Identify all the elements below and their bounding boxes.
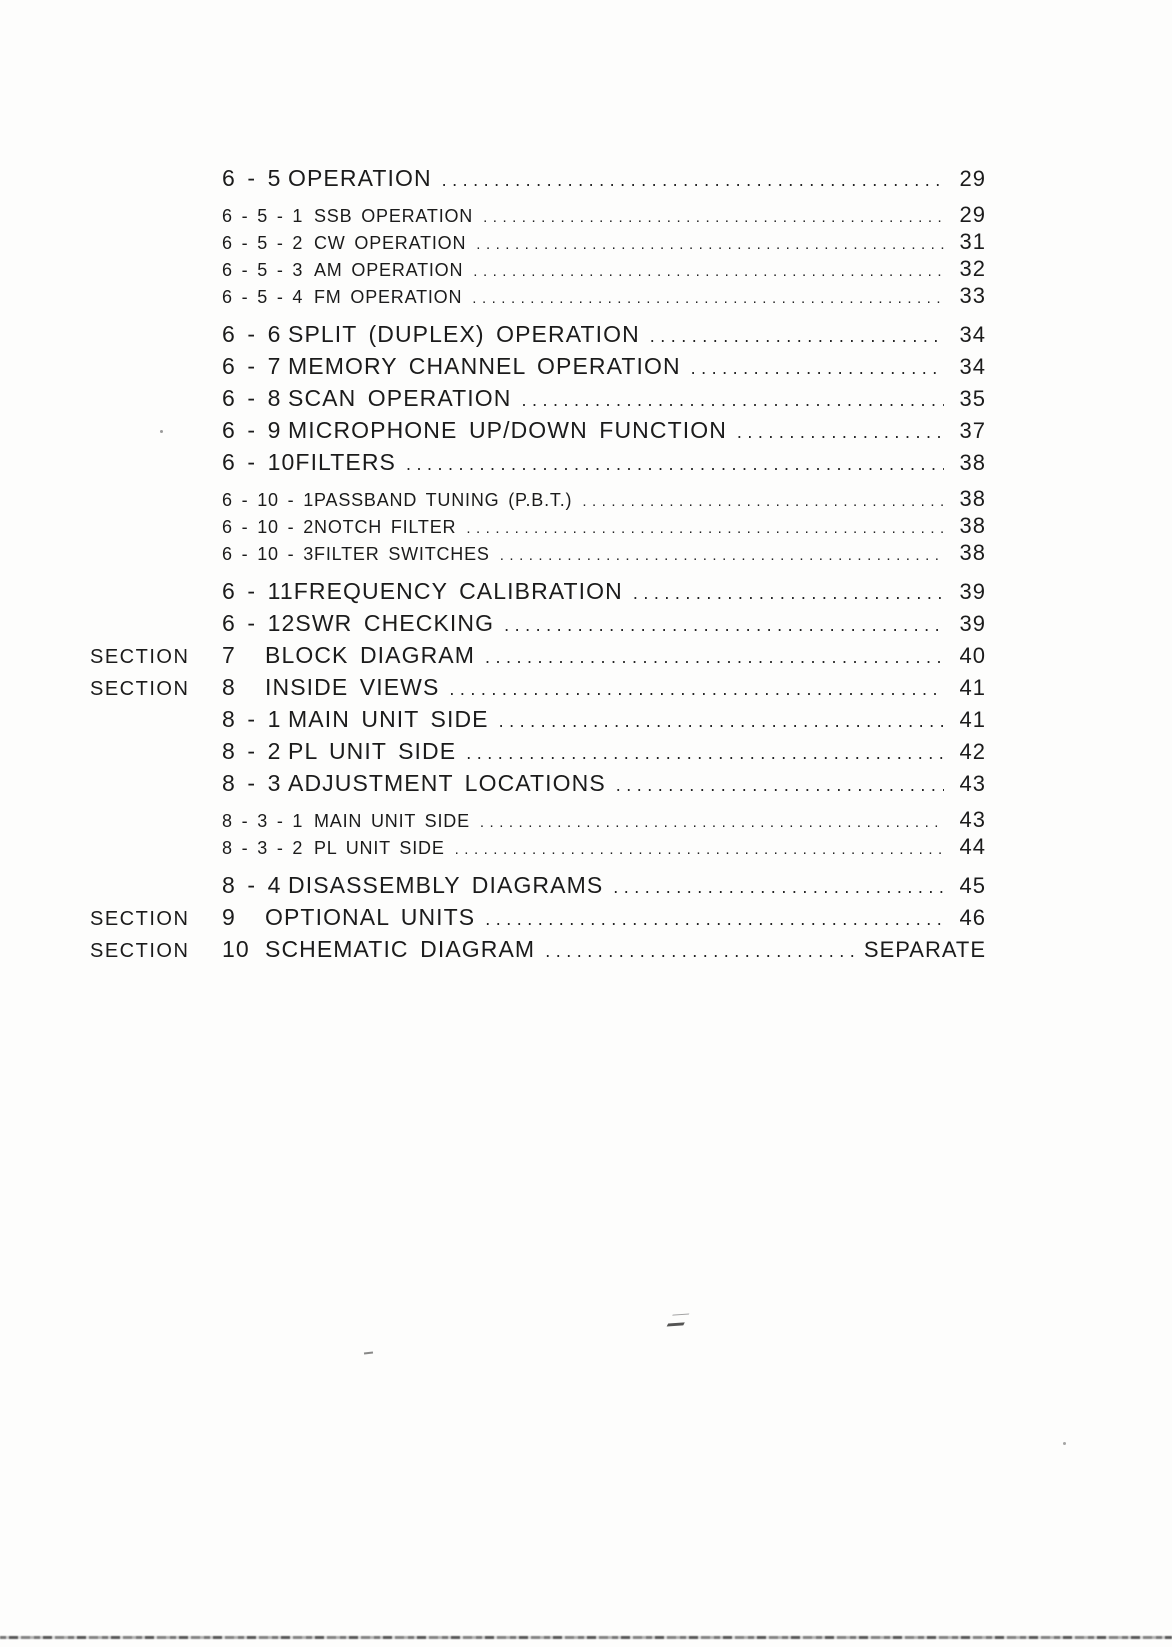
entry-number: 6 - 6 xyxy=(222,321,282,347)
entry-title: FREQUENCY CALIBRATION xyxy=(293,578,623,604)
scan-edge-line xyxy=(0,1636,1172,1639)
entry-number: 6 - 8 xyxy=(222,385,282,411)
entry-number: 8 - 1 xyxy=(222,706,282,732)
entry-number: 8 xyxy=(222,674,236,700)
entry-number: 6 - 9 xyxy=(222,417,282,443)
section-label: SECTION xyxy=(90,678,190,700)
entry-title: BLOCK DIAGRAM xyxy=(265,642,476,668)
dot-leader xyxy=(480,811,944,835)
entry-title: FILTERS xyxy=(295,449,396,475)
dot-leader xyxy=(466,738,944,768)
section-label: SECTION xyxy=(90,940,190,962)
dot-leader xyxy=(521,385,944,415)
toc-row xyxy=(90,608,986,640)
toc-row xyxy=(90,870,986,902)
entry-page-number: 39 xyxy=(959,579,986,604)
entry-number: 6 - 5 - 4 xyxy=(222,287,304,307)
entry-page-number: SEPARATE xyxy=(863,937,986,962)
entry-title: MICROPHONE UP/DOWN FUNCTION xyxy=(288,417,727,443)
entry-title: SPLIT (DUPLEX) OPERATION xyxy=(288,321,640,347)
table-of-contents xyxy=(90,163,986,966)
entry-title: AM OPERATION xyxy=(314,260,464,280)
dot-leader xyxy=(472,287,944,311)
entry-title: PL UNIT SIDE xyxy=(314,838,445,858)
toc-row-section xyxy=(90,672,986,704)
toc-row-section xyxy=(90,934,986,966)
toc-row xyxy=(90,415,986,447)
entry-title: ADJUSTMENT LOCATIONS xyxy=(288,770,606,796)
entry-title: SCAN OPERATION xyxy=(288,385,512,411)
entry-number: 9 xyxy=(222,904,236,930)
entry-number: 8 - 2 xyxy=(222,738,282,764)
entry-title: DISASSEMBLY DIAGRAMS xyxy=(288,872,604,898)
dot-leader xyxy=(485,904,944,934)
entry-title: MEMORY CHANNEL OPERATION xyxy=(288,353,681,379)
scan-speck xyxy=(160,430,163,433)
toc-row xyxy=(90,383,986,415)
dot-leader xyxy=(483,206,944,230)
entry-page-number: 38 xyxy=(959,513,986,538)
entry-title: SCHEMATIC DIAGRAM xyxy=(265,936,536,962)
entry-page-number: 29 xyxy=(959,202,986,227)
entry-page-number: 39 xyxy=(959,611,986,636)
entry-page-number: 35 xyxy=(959,386,986,411)
entry-number: 6 - 10 - 3 xyxy=(222,544,315,564)
entry-page-number: 34 xyxy=(959,322,986,347)
entry-page-number: 44 xyxy=(959,834,986,859)
dot-leader xyxy=(442,165,944,195)
entry-number: 6 - 5 - 3 xyxy=(222,260,304,280)
entry-number: 6 - 7 xyxy=(222,353,282,379)
scan-smudge xyxy=(667,1313,690,1326)
entry-page-number: 37 xyxy=(959,418,986,443)
entry-number: 6 - 10 - 1 xyxy=(222,490,315,510)
entry-page-number: 42 xyxy=(959,739,986,764)
entry-number: 8 - 3 - 1 xyxy=(222,811,304,831)
entry-number: 8 - 3 xyxy=(222,770,282,796)
entry-number: 6 - 10 - 2 xyxy=(222,517,315,537)
entry-number: 6 - 11 xyxy=(222,578,294,604)
entry-title: MAIN UNIT SIDE xyxy=(314,811,470,831)
toc-row-section xyxy=(90,640,986,672)
dot-leader xyxy=(737,417,944,447)
scan-speck xyxy=(1063,1442,1066,1445)
entry-page-number: 40 xyxy=(959,643,986,668)
toc-row-section xyxy=(90,902,986,934)
entry-page-number: 38 xyxy=(959,450,986,475)
dot-leader xyxy=(613,872,944,902)
dot-leader xyxy=(582,490,944,514)
entry-page-number: 43 xyxy=(959,807,986,832)
entry-page-number: 31 xyxy=(959,229,986,254)
toc-row xyxy=(90,203,986,230)
section-label: SECTION xyxy=(90,908,190,930)
toc-row xyxy=(90,447,986,479)
entry-title: CW OPERATION xyxy=(314,233,467,253)
entry-page-number: 32 xyxy=(959,256,986,281)
entry-number: 10 xyxy=(222,936,250,962)
toc-row xyxy=(90,487,986,514)
dot-leader xyxy=(691,353,944,383)
toc-row xyxy=(90,704,986,736)
dot-leader xyxy=(633,578,944,608)
entry-page-number: 38 xyxy=(959,486,986,511)
entry-page-number: 41 xyxy=(959,707,986,732)
entry-number: 8 - 4 xyxy=(222,872,282,898)
entry-title: MAIN UNIT SIDE xyxy=(288,706,489,732)
toc-row xyxy=(90,163,986,195)
toc-row xyxy=(90,284,986,311)
entry-number: 6 - 5 - 1 xyxy=(222,206,304,226)
dot-leader xyxy=(473,260,944,284)
entry-page-number: 46 xyxy=(959,905,986,930)
dot-leader xyxy=(499,706,944,736)
dot-leader xyxy=(455,838,944,862)
entry-number: 8 - 3 - 2 xyxy=(222,838,304,858)
toc-row xyxy=(90,576,986,608)
entry-title: INSIDE VIEWS xyxy=(265,674,440,700)
entry-page-number: 34 xyxy=(959,354,986,379)
dot-leader xyxy=(545,936,856,966)
entry-title: OPTIONAL UNITS xyxy=(265,904,476,930)
toc-row xyxy=(90,514,986,541)
dot-leader xyxy=(500,544,944,568)
dot-leader xyxy=(476,233,944,257)
dot-leader xyxy=(650,321,944,351)
toc-row xyxy=(90,319,986,351)
toc-row xyxy=(90,835,986,862)
section-label: SECTION xyxy=(90,646,190,668)
entry-title: SSB OPERATION xyxy=(314,206,474,226)
entry-number: 7 xyxy=(222,642,236,668)
entry-page-number: 29 xyxy=(959,166,986,191)
toc-row xyxy=(90,736,986,768)
entry-page-number: 33 xyxy=(959,283,986,308)
entry-number: 6 - 10 xyxy=(222,449,296,475)
toc-row xyxy=(90,230,986,257)
entry-title: FILTER SWITCHES xyxy=(314,544,490,564)
entry-page-number: 43 xyxy=(959,771,986,796)
toc-row xyxy=(90,257,986,284)
toc-row xyxy=(90,541,986,568)
entry-title: PASSBAND TUNING (P.B.T.) xyxy=(314,490,573,510)
scan-dash xyxy=(364,1352,373,1355)
dot-leader xyxy=(485,642,944,672)
dot-leader xyxy=(449,674,944,704)
entry-page-number: 45 xyxy=(959,873,986,898)
dot-leader xyxy=(616,770,944,800)
toc-row xyxy=(90,351,986,383)
toc-row xyxy=(90,808,986,835)
entry-page-number: 41 xyxy=(959,675,986,700)
entry-title: OPERATION xyxy=(288,165,432,191)
entry-title: PL UNIT SIDE xyxy=(288,738,457,764)
entry-title: SWR CHECKING xyxy=(295,610,495,636)
dot-leader xyxy=(406,449,944,479)
entry-title: FM OPERATION xyxy=(314,287,463,307)
entry-number: 6 - 5 xyxy=(222,165,282,191)
dot-leader xyxy=(504,610,944,640)
entry-title: NOTCH FILTER xyxy=(314,517,457,537)
entry-number: 6 - 12 xyxy=(222,610,296,636)
dot-leader xyxy=(466,517,944,541)
entry-number: 6 - 5 - 2 xyxy=(222,233,304,253)
toc-row xyxy=(90,768,986,800)
entry-page-number: 38 xyxy=(959,540,986,565)
